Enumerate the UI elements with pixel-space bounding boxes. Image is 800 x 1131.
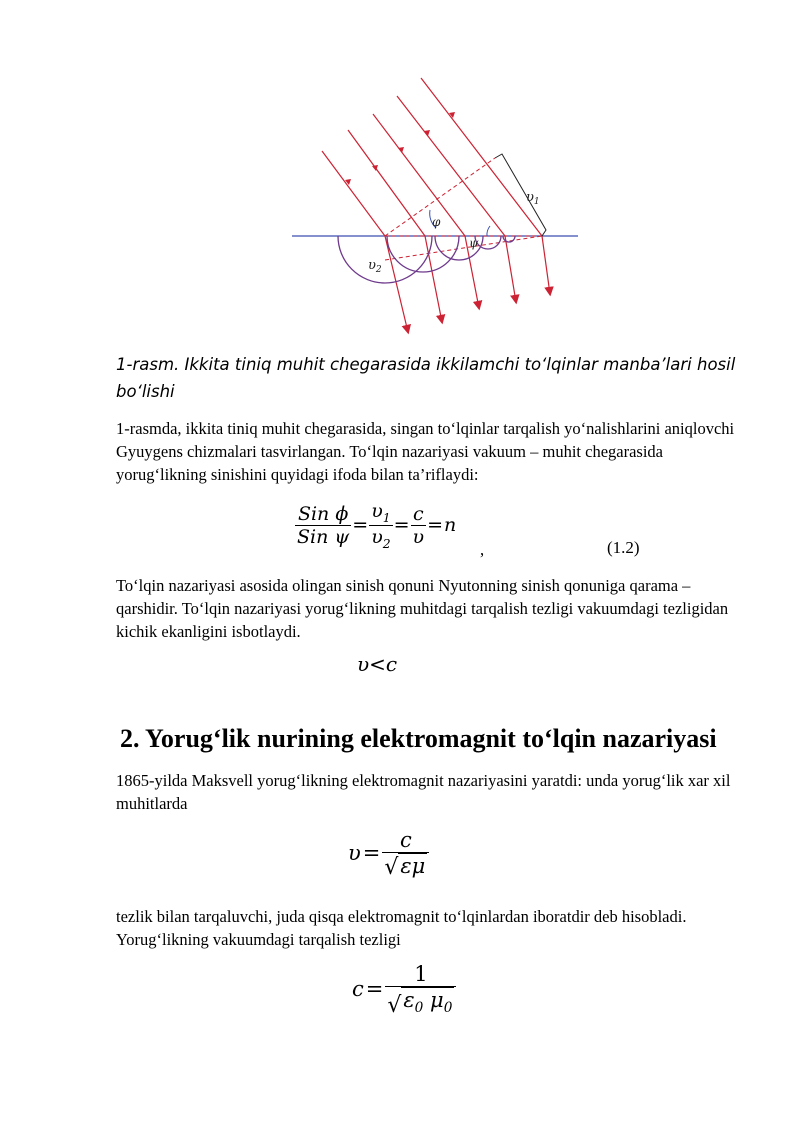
snell-law-equation: $\frac{\text{Sin ϕ}}{\text{Sin ψ}}$ = $\frac{\upsilon_1}{\upsilon_2}$ = $\frac{c}{\upsilon}$ = n — [297, 500, 457, 551]
velocity-ratio-fraction: $\frac{\upsilon_1}{\upsilon_2}$ — [371, 500, 391, 551]
refracted-rays — [385, 236, 550, 332]
vacuum-speed-equation: c = 1 √ $\varepsilon_0$ $\mu_0$ — [352, 962, 456, 1016]
v1-bracket — [495, 154, 546, 236]
sin-ratio-fraction: $\frac{\text{Sin ϕ}}{\text{Sin ψ}}$ — [297, 502, 350, 548]
paragraph-refraction-law: To‘lqin nazariyasi asosida olingan sinish qonuni Nyutonning sinish qonuniga qarama – qarshidir. To‘lqin nazariyasi yorug‘likning muhitdagi tarqalish tezligi vakuumdagi tezligidan kichik ekanligini isbotlaydi. — [116, 576, 729, 641]
paragraph-huygens: 1-rasmda, ikkita tiniq muhit chegarasida, singan to‘lqinlar tarqalish yo‘nalishlarini aniqlovchi Gyuygens chizmalari tasvirlangan. To‘lqin nazariyasi vakuum – muhit chegarasida yorug‘likning sinishini quyidagi ifoda bilan ta’riflaydi: — [116, 419, 735, 484]
wavefronts-dashed — [385, 158, 542, 260]
medium-velocity-equation: υ = c √ εμ — [348, 828, 429, 878]
equation-number: (1.2) — [607, 538, 640, 557]
refraction-diagram — [290, 76, 580, 344]
paragraph-maxwell: 1865-yilda Maksvell yorug‘likning elektromagnit nazariyasini yaratdi: unda yorug‘lik xar xil muhitlarda — [116, 771, 731, 813]
v2-label: $\upsilon_2$ — [368, 258, 382, 275]
phi-label: φ — [432, 215, 441, 229]
huygens-refraction-figure — [290, 76, 580, 344]
psi-arc — [487, 226, 490, 236]
section-heading: 2. Yorug‘lik nurining elektromagnit to‘lqin nazariyasi — [120, 724, 717, 753]
psi-label: ψ — [469, 236, 479, 250]
paragraph-vacuum-speed: tezlik bilan tarqaluvchi, juda qisqa elektromagnit to‘lqinlardan iboratdir deb hisobladi. Yorug‘likning vakuumdagi tarqalish tezligi — [116, 907, 687, 949]
incident-rays — [322, 78, 542, 236]
figure-caption: 1-rasm. Ikkita tiniq muhit chegarasida ikkilamchi to‘lqinlar manba’lari hosil bo‘lishi — [116, 355, 736, 401]
v1-label: $\upsilon_1$ — [526, 190, 540, 207]
velocity-inequality: υ<c — [357, 652, 398, 676]
refractive-index-symbol: n — [444, 514, 457, 537]
c-over-v-fraction: $\frac{c}{\upsilon}$ — [412, 502, 425, 548]
equation-comma: , — [480, 540, 485, 559]
